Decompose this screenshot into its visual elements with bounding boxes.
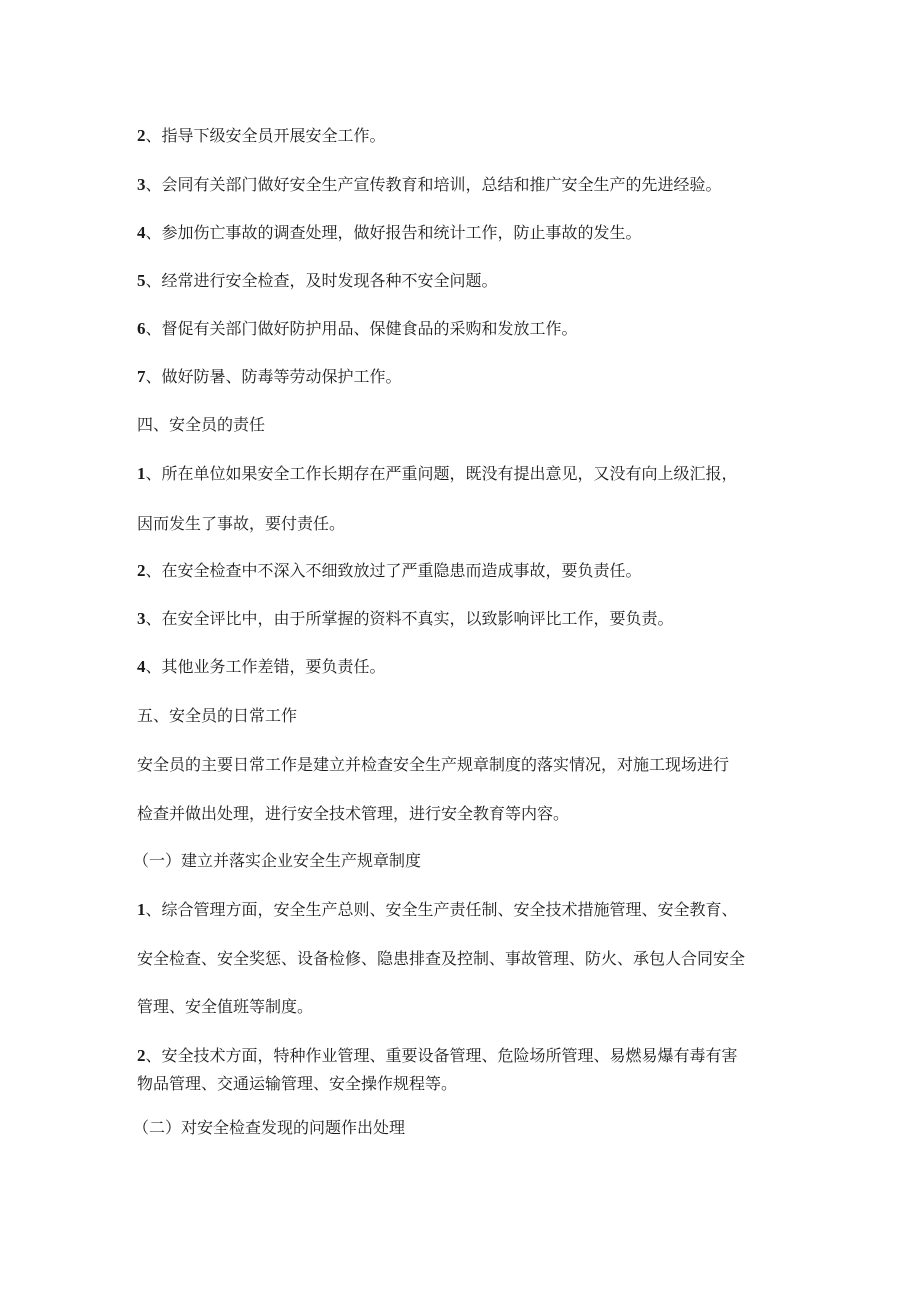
heading-text: 五、安全员的日常工作	[137, 706, 298, 725]
paragraph-text: 、所在单位如果安全工作长期存在严重问题，既没有提出意见，又没有向上级汇报，	[145, 464, 738, 483]
heading-text: （二）对安全检查发现的问题作出处理	[133, 1118, 406, 1137]
paragraph	[137, 900, 738, 920]
section-heading	[137, 415, 265, 435]
paragraph-continuation	[137, 514, 345, 534]
item-number: 4	[137, 223, 146, 242]
paragraph-text: 、其他业务工作差错，要负责任。	[145, 657, 386, 676]
subsection-heading	[133, 851, 421, 871]
paragraph-text: 、督促有关部门做好防护用品、保健食品的采购和发放工作。	[145, 319, 578, 338]
paragraph	[137, 1046, 738, 1066]
item-number: 1	[137, 900, 146, 919]
paragraph-text: 安全检查、安全奖惩、设备检修、隐患排查及控制、事故管理、防火、承包人合同安全	[137, 949, 746, 968]
paragraph-text: 、安全技术方面，特种作业管理、重要设备管理、危险场所管理、易燃易爆有毒有害	[145, 1046, 738, 1065]
paragraph	[137, 367, 402, 387]
item-number: 3	[137, 609, 146, 628]
paragraph-text: 、指导下级安全员开展安全工作。	[145, 126, 386, 145]
item-number: 7	[137, 367, 146, 386]
paragraph-continuation	[137, 949, 745, 969]
paragraph	[137, 561, 642, 581]
paragraph-text: 物品管理、交通运输管理、安全操作规程等。	[137, 1074, 458, 1093]
paragraph-text: 、做好防暑、防毒等劳动保护工作。	[145, 367, 402, 386]
paragraph	[137, 223, 642, 243]
paragraph-continuation	[137, 997, 313, 1017]
paragraph-text: 、在安全评比中，由于所掌握的资料不真实，以致影响评比工作，要负责。	[145, 609, 674, 628]
paragraph	[137, 609, 674, 629]
paragraph-text: 因而发生了事故，要付责任。	[137, 514, 346, 533]
paragraph-text: 检查并做出处理，进行安全技术管理，进行安全教育等内容。	[137, 804, 570, 823]
paragraph	[137, 126, 386, 146]
paragraph	[137, 755, 729, 775]
item-number: 4	[137, 657, 146, 676]
paragraph-continuation	[137, 804, 569, 824]
paragraph	[137, 175, 722, 195]
paragraph	[137, 271, 498, 291]
paragraph-text: 、经常进行安全检查，及时发现各种不安全问题。	[145, 271, 498, 290]
paragraph-text: 、参加伤亡事故的调查处理，做好报告和统计工作，防止事故的发生。	[145, 223, 642, 242]
paragraph	[137, 464, 738, 484]
item-number: 5	[137, 271, 146, 290]
paragraph-text: 管理、安全值班等制度。	[137, 997, 314, 1016]
section-heading	[137, 706, 297, 726]
paragraph	[137, 319, 578, 339]
paragraph-continuation	[137, 1074, 457, 1094]
subsection-heading	[133, 1118, 405, 1138]
heading-text: 四、安全员的责任	[137, 415, 266, 434]
item-number: 2	[137, 126, 146, 145]
item-number: 6	[137, 319, 146, 338]
item-number: 2	[137, 561, 146, 580]
paragraph-text: 、在安全检查中不深入不细致放过了严重隐患而造成事故，要负责任。	[145, 561, 642, 580]
item-number: 2	[137, 1046, 146, 1065]
paragraph	[137, 657, 386, 677]
paragraph-text: 安全员的主要日常工作是建立并检查安全生产规章制度的落实情况，对施工现场进行	[137, 755, 730, 774]
heading-text: （一）建立并落实企业安全生产规章制度	[133, 851, 422, 870]
paragraph-text: 、综合管理方面，安全生产总则、安全生产责任制、安全技术措施管理、安全教育、	[145, 900, 738, 919]
item-number: 1	[137, 464, 146, 483]
item-number: 3	[137, 175, 146, 194]
paragraph-text: 、会同有关部门做好安全生产宣传教育和培训，总结和推广安全生产的先进经验。	[145, 175, 722, 194]
